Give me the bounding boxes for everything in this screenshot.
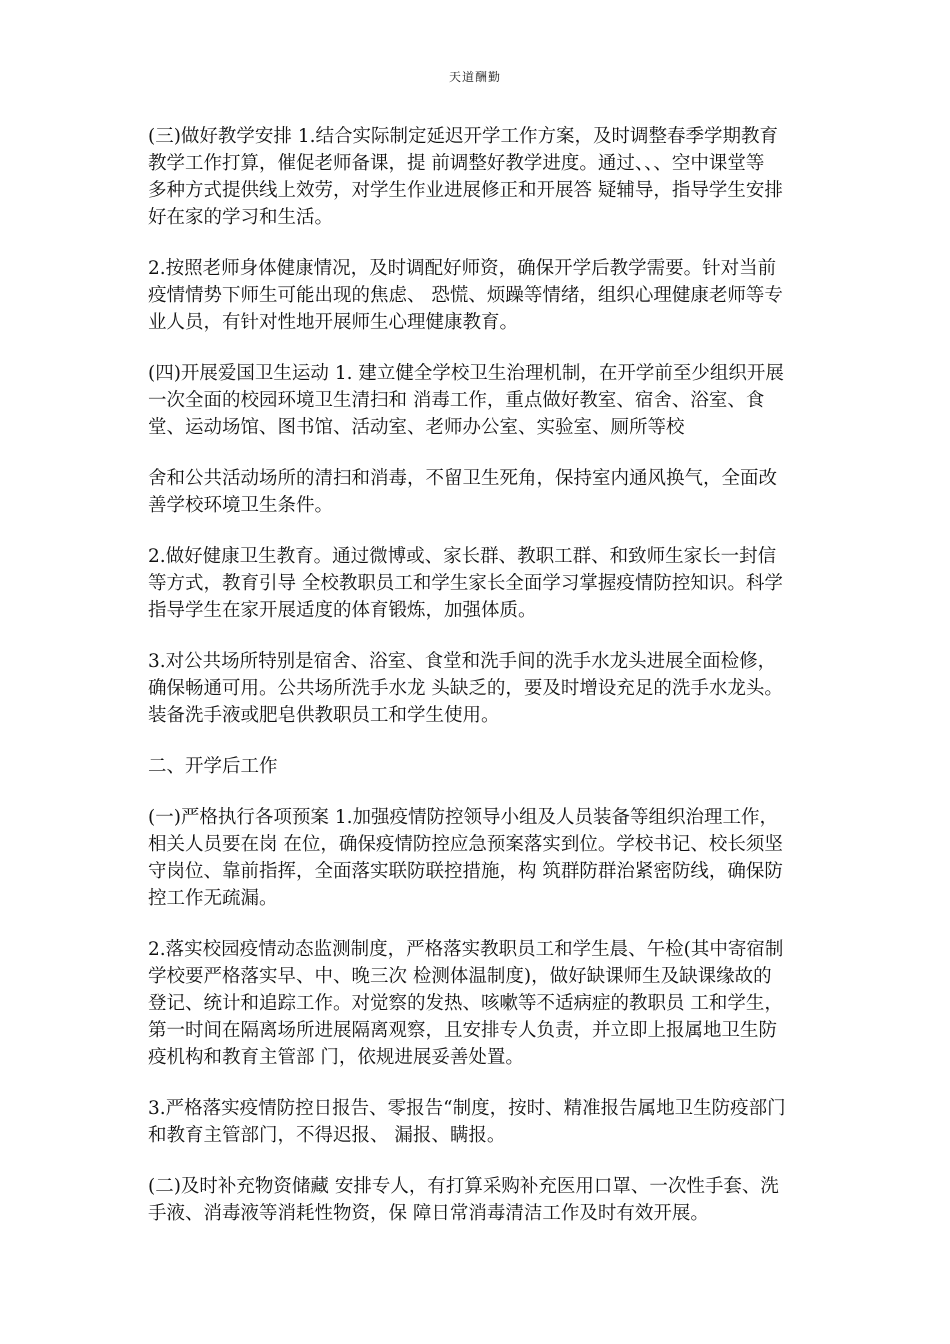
text-line: 守岗位、靠前指挥，全面落实联防联控措施，构 筑群防群治紧密防线，确保防 <box>148 861 783 882</box>
text-line: 3.对公共场所特别是宿舍、浴室、食堂和洗手间的洗手水龙头进展全面检修， <box>148 651 777 672</box>
text-line: 舍和公共活动场所的清扫和消毒，不留卫生死角，保持室内通风换气，全面改 <box>148 468 778 489</box>
text-line: 堂、运动场馆、图书馆、活动室、老师办公室、实验室、厕所等校 <box>148 417 685 438</box>
paragraph <box>148 123 808 231</box>
text-line: (一)严格执行各项预案 1.加强疫情防控领导小组及人员装备等组织治理工作， <box>148 807 778 828</box>
text-line: 手液、消毒液等消耗性物资，保 障日常消毒清洁工作及时有效开展。 <box>148 1203 709 1224</box>
text-line: 好在家的学习和生活。 <box>148 207 334 228</box>
text-line: 登记、统计和追踪工作。对觉察的发热、咳嗽等不适病症的教职员 工和学生， <box>148 993 783 1014</box>
text-line: (四)开展爱国卫生运动 1. 建立健全学校卫生治理机制，在开学前至少组织开展 <box>148 363 784 384</box>
text-line: 二、开学后工作 <box>148 756 278 777</box>
text-line: 业人员，有针对性地开展师生心理健康教育。 <box>148 312 519 333</box>
text-line: 3.严格落实疫情防控日报告、零报告“制度，按时、精准报告属地卫生防疫部门 <box>148 1098 786 1119</box>
page-header: 天道酬勤 <box>448 70 501 84</box>
text-line: 和教育主管部门，不得迟报、 漏报、瞒报。 <box>148 1125 506 1146</box>
paragraph <box>148 1095 808 1149</box>
paragraph <box>148 804 808 912</box>
paragraph <box>148 465 808 519</box>
text-line: 一次全面的校园环境卫生清扫和 消毒工作，重点做好教室、宿舍、浴室、食 <box>148 390 765 411</box>
text-line: 指导学生在家开展适度的体育锻炼，加强体质。 <box>148 600 537 621</box>
paragraph <box>148 255 808 336</box>
text-line: 装备洗手液或肥皂供教职员工和学生使用。 <box>148 705 500 726</box>
text-line: 疫情情势下师生可能出现的焦虑、 恐慌、烦躁等情绪，组织心理健康老师等专 <box>148 285 783 306</box>
text-line: 等方式，教育引导 全校教职员工和学生家长全面学习掌握疫情防控知识。科学 <box>148 573 783 594</box>
text-line: 善学校环境卫生条件。 <box>148 495 334 516</box>
text-line: 相关人员要在岗 在位，确保疫情防控应急预案落实到位。学校书记、校长须坚 <box>148 834 783 855</box>
document-body <box>148 123 808 1251</box>
paragraph <box>148 648 808 729</box>
text-line: 学校要严格落实早、中、晚三次 检测体温制度)，做好缺课师生及缺课缘故的 <box>148 966 772 987</box>
text-line: 确保畅通可用。公共场所洗手水龙 头缺乏的，要及时增设充足的洗手水龙头。 <box>148 678 783 699</box>
paragraph <box>148 1173 808 1227</box>
text-line: 2.按照老师身体健康情况，及时调配好师资，确保开学后教学需要。针对当前 <box>148 258 777 279</box>
paragraph <box>148 543 808 624</box>
text-line: 2.落实校园疫情动态监测制度，严格落实教职员工和学生晨、午检(其中寄宿制 <box>148 939 784 960</box>
text-line: 教学工作打算，催促老师备课，提 前调整好教学进度。通过、、、空中课堂等 <box>148 153 765 174</box>
text-line: 2.做好健康卫生教育。通过微博或、家长群、教职工群、和致师生家长一封信 <box>148 546 777 567</box>
section-heading <box>148 753 808 780</box>
text-line: 第一时间在隔离场所进展隔离观察，且安排专人负责，并立即上报属地卫生防 <box>148 1020 778 1041</box>
text-line: 疫机构和教育主管部 门，依规进展妥善处置。 <box>148 1047 524 1068</box>
paragraph <box>148 360 808 441</box>
text-line: 控工作无疏漏。 <box>148 888 278 909</box>
text-line: (二)及时补充物资储藏 安排专人，有打算采购补充医用口罩、一次性手套、洗 <box>148 1176 779 1197</box>
paragraph <box>148 936 808 1071</box>
text-line: (三)做好教学安排 1.结合实际制定延迟开学工作方案，及时调整春季学期教育 <box>148 126 778 147</box>
text-line: 多种方式提供线上效劳，对学生作业进展修正和开展答 疑辅导，指导学生安排 <box>148 180 783 201</box>
